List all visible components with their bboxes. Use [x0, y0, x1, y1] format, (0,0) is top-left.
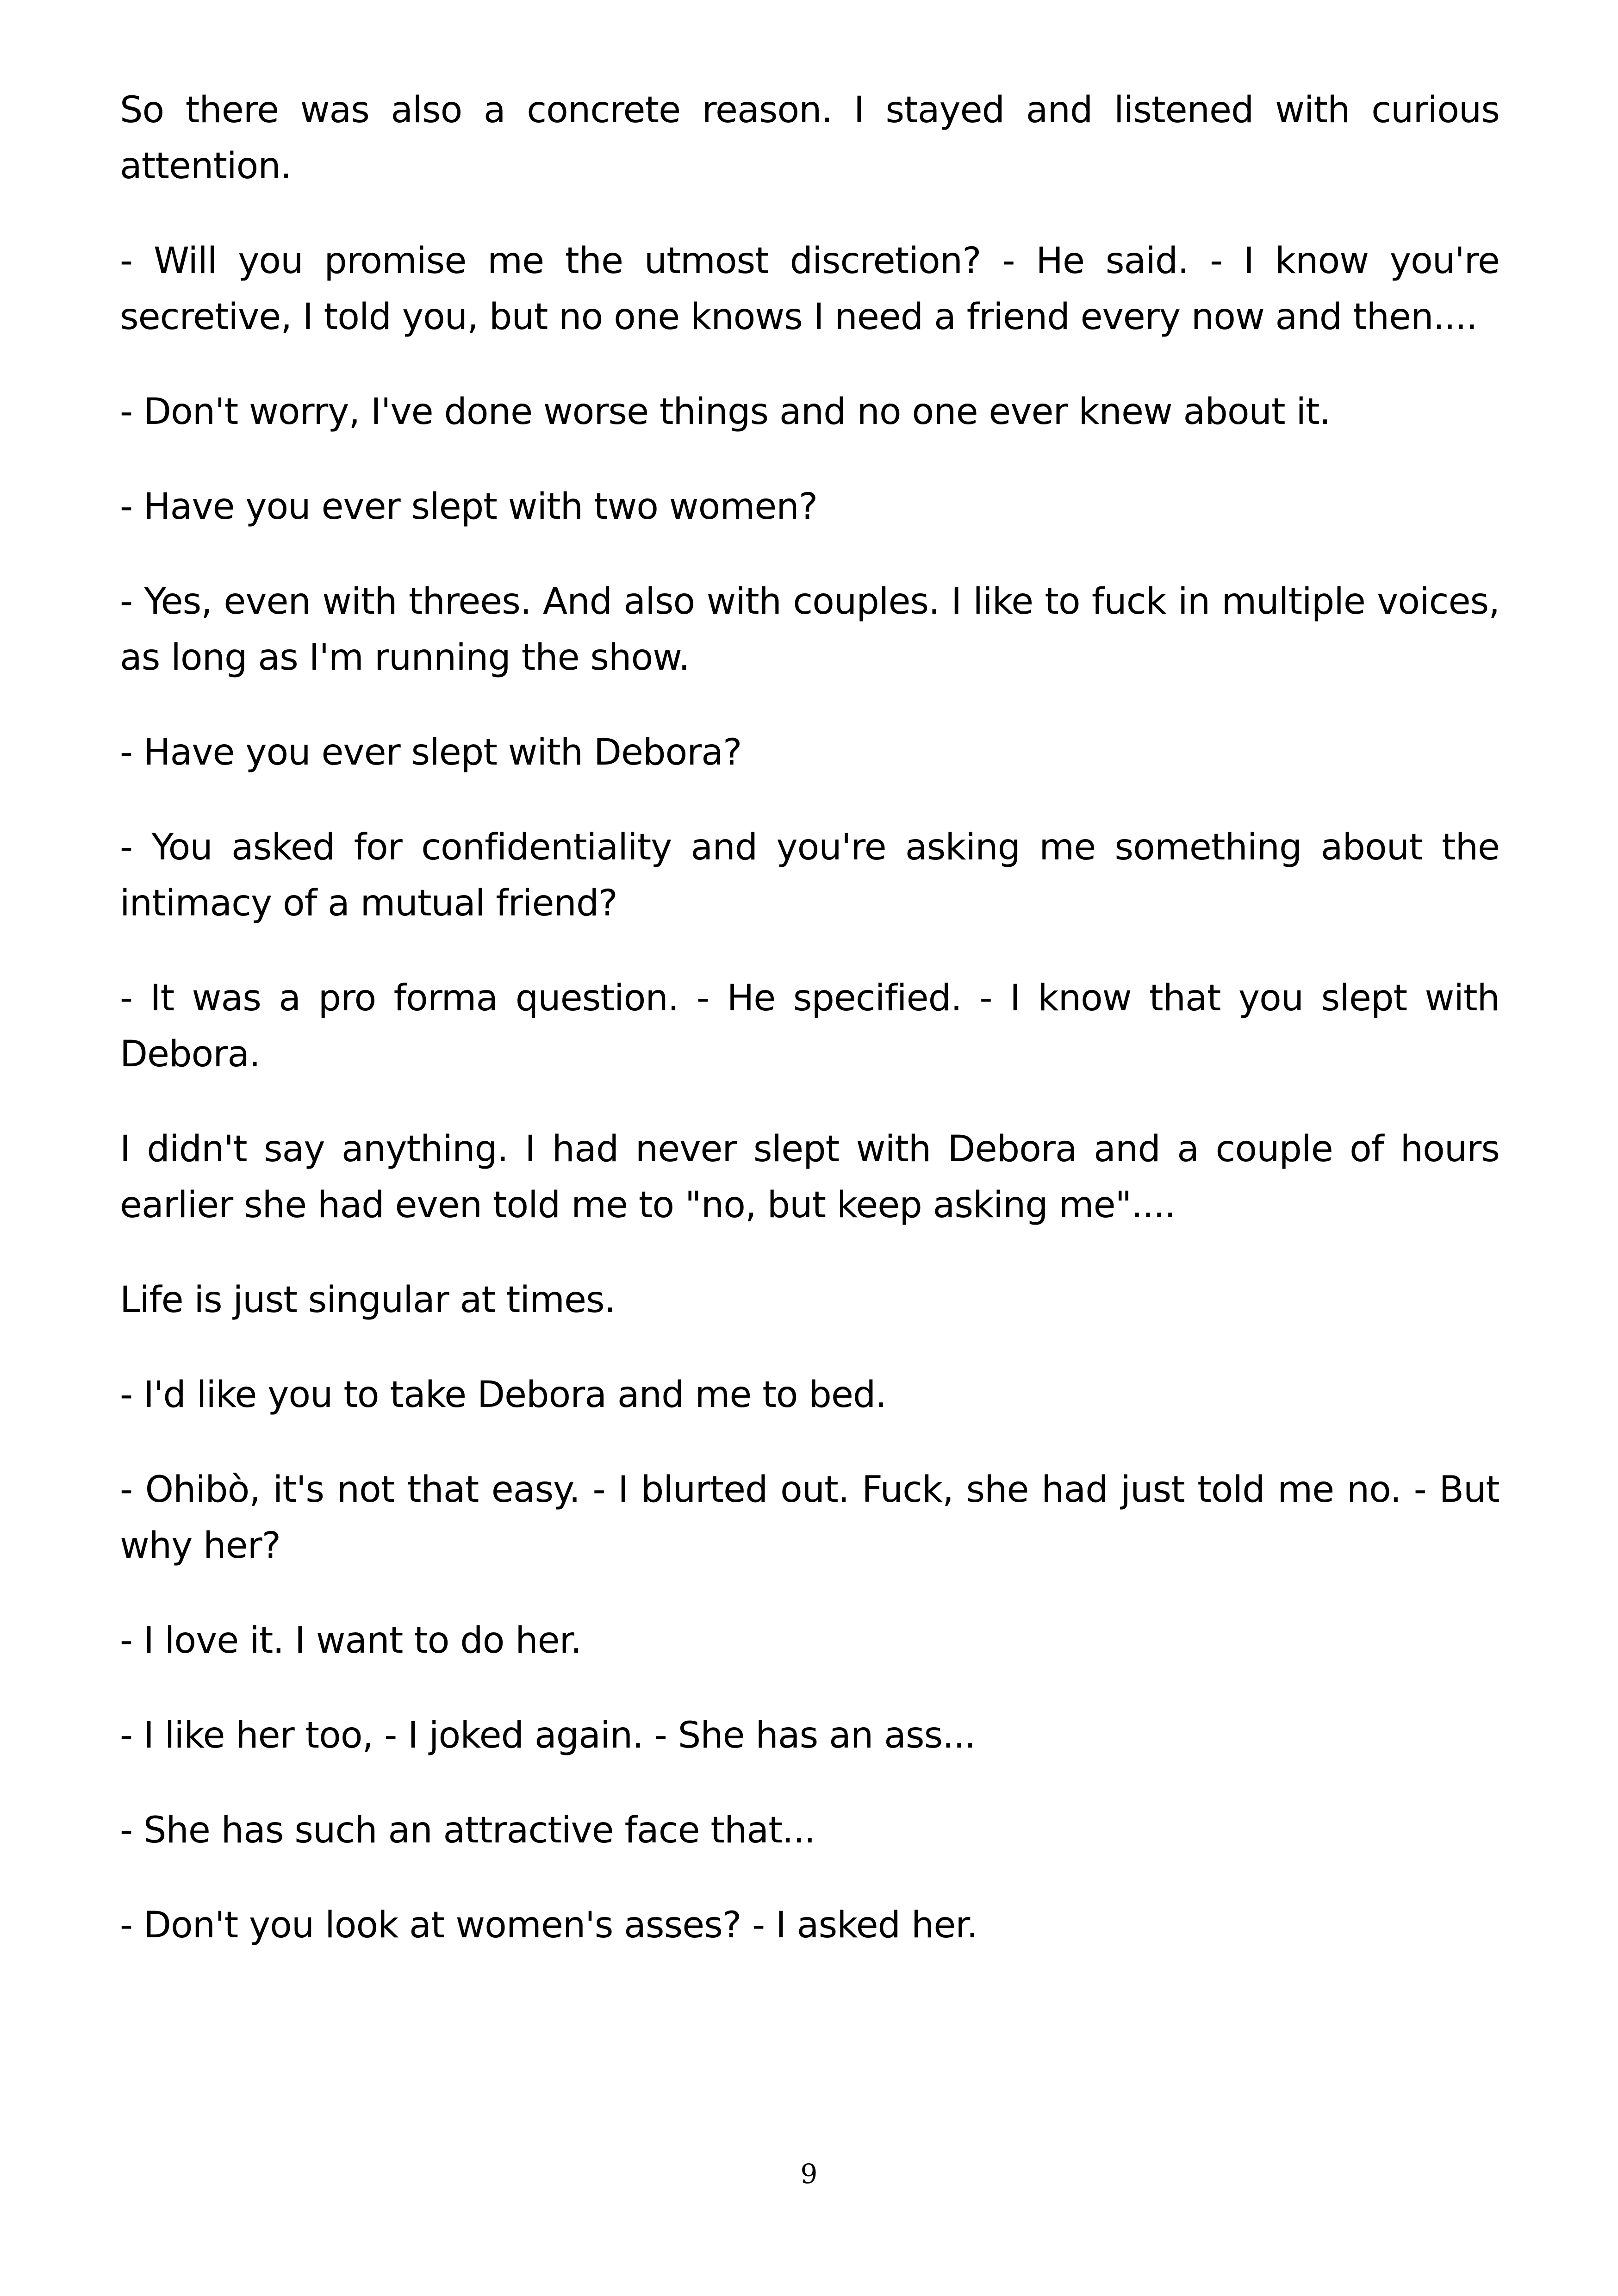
paragraph: - Have you ever slept with two women? — [120, 486, 818, 528]
body-text — [120, 82, 1500, 1954]
paragraph: - Will you promise me the utmost discretion? - He said. - I know you're secretive, I told you, but no one knows I need a friend every now and then.... — [120, 240, 1500, 338]
paragraph: - Yes, even with threes. And also with couples. I like to fuck in multiple voices, as long as I'm running the show. — [120, 581, 1500, 678]
page-number: 9 — [800, 2158, 818, 2190]
paragraph: - I'd like you to take Debora and me to bed. — [120, 1374, 887, 1416]
paragraph: I didn't say anything. I had never slept with Debora and a couple of hours earlier she had even told me to "no, but keep asking me".... — [120, 1128, 1500, 1226]
paragraph: - Have you ever slept with Debora? — [120, 732, 742, 773]
paragraph: - It was a pro forma question. - He specified. - I know that you slept with Debora. — [120, 977, 1500, 1075]
paragraph: - You asked for confidentiality and you're asking me something about the intimacy of a mutual friend? — [120, 827, 1500, 924]
paragraph: - I love it. I want to do her. — [120, 1620, 582, 1661]
paragraph: - Don't you look at women's asses? - I asked her. — [120, 1904, 978, 1946]
paragraph: - I like her too, - I joked again. - She has an ass... — [120, 1715, 976, 1756]
paragraph: So there was also a concrete reason. I stayed and listened with curious attention. — [120, 89, 1500, 187]
paragraph: - Don't worry, I've done worse things and no one ever knew about it. — [120, 391, 1331, 433]
paragraph: Life is just singular at times. — [120, 1279, 616, 1321]
paragraph: - Ohibò, it's not that easy. - I blurted out. Fuck, she had just told me no. - But why her? — [120, 1469, 1500, 1567]
paragraph: - She has such an attractive face that... — [120, 1810, 815, 1851]
